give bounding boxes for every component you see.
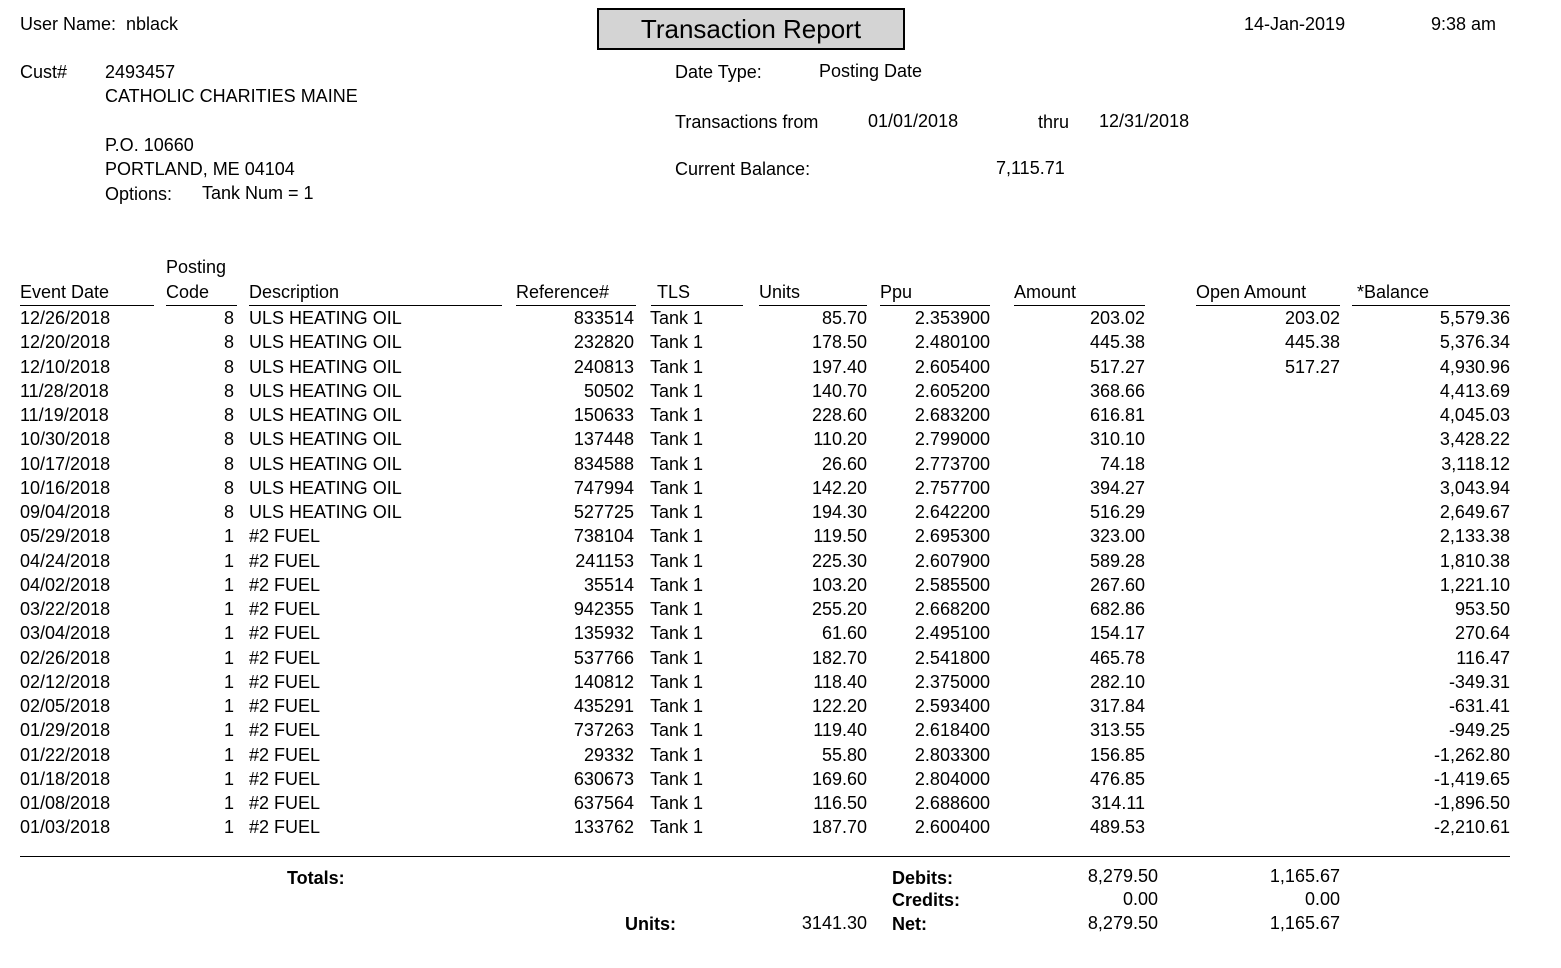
col-open-amount: Open Amount xyxy=(1196,282,1307,302)
cell-amount: 74.18 xyxy=(1099,453,1145,474)
credits-label: Credits: xyxy=(892,890,961,910)
table-row xyxy=(0,476,1561,500)
cell-posting-code: 1 xyxy=(223,599,234,619)
options-label: Options: xyxy=(105,184,173,204)
cell-event-date: 01/22/2018 xyxy=(20,744,111,765)
cell-reference: 240813 xyxy=(573,356,634,377)
col-balance: *Balance xyxy=(1357,282,1430,302)
cell-description: #2 FUEL xyxy=(249,696,321,716)
cell-ppu: 2.375000 xyxy=(914,671,990,692)
cell-description: #2 FUEL xyxy=(249,768,321,789)
cell-reference: 133762 xyxy=(573,817,634,838)
report-time: 9:38 am xyxy=(1431,14,1497,34)
cell-units: 182.70 xyxy=(811,647,867,668)
cell-tls: Tank 1 xyxy=(650,356,704,377)
cell-amount: 368.66 xyxy=(1089,380,1145,401)
cell-reference: 29332 xyxy=(583,744,634,765)
cell-balance: 4,413.69 xyxy=(1439,380,1510,401)
cell-description: #2 FUEL xyxy=(249,671,321,692)
table-row xyxy=(0,815,1561,839)
cell-description: #2 FUEL xyxy=(249,623,321,644)
cell-posting-code: 8 xyxy=(223,332,234,353)
cell-reference: 135932 xyxy=(573,623,634,644)
table-row xyxy=(0,743,1561,767)
table-row xyxy=(0,452,1561,476)
col-description: Description xyxy=(249,282,340,302)
table-row xyxy=(0,597,1561,621)
table-row xyxy=(0,718,1561,742)
table-row xyxy=(0,767,1561,791)
cell-description: #2 FUEL xyxy=(249,817,321,838)
cell-balance: 1,810.38 xyxy=(1439,550,1510,571)
cell-tls: Tank 1 xyxy=(650,768,704,789)
cell-amount: 394.27 xyxy=(1089,477,1145,498)
cell-posting-code: 8 xyxy=(223,429,234,450)
cell-amount: 517.27 xyxy=(1089,356,1145,377)
cell-ppu: 2.642200 xyxy=(914,502,990,522)
cell-tls: Tank 1 xyxy=(650,526,704,547)
cell-balance: -349.31 xyxy=(1448,671,1510,692)
net-label: Net: xyxy=(892,914,927,934)
cell-units: 119.50 xyxy=(813,526,867,547)
cell-reference: 537766 xyxy=(573,647,634,668)
totals-label: Totals: xyxy=(287,868,345,888)
cell-units: 140.70 xyxy=(811,380,867,401)
cell-event-date: 01/03/2018 xyxy=(20,817,111,838)
cell-tls: Tank 1 xyxy=(650,405,704,425)
cell-tls: Tank 1 xyxy=(650,599,704,619)
cell-posting-code: 1 xyxy=(223,647,234,668)
cell-tls: Tank 1 xyxy=(650,308,704,328)
cell-ppu: 2.773700 xyxy=(914,453,990,474)
table-row xyxy=(0,379,1561,403)
report-title: Transaction Report xyxy=(597,8,905,50)
cell-units: 103.20 xyxy=(811,574,867,595)
cell-tls: Tank 1 xyxy=(650,380,704,401)
cell-reference: 834588 xyxy=(573,453,634,474)
cell-units: 228.60 xyxy=(811,405,867,425)
current-balance-label: Current Balance: xyxy=(675,159,811,179)
cell-reference: 737263 xyxy=(573,720,634,741)
cell-posting-code: 8 xyxy=(223,356,234,377)
cell-description: ULS HEATING OIL xyxy=(249,477,402,498)
transactions-table xyxy=(0,306,1561,840)
col-posting-top: Posting xyxy=(166,257,227,277)
table-row xyxy=(0,524,1561,548)
cell-tls: Tank 1 xyxy=(650,671,704,692)
cell-balance: 116.47 xyxy=(1456,647,1510,668)
cell-event-date: 04/24/2018 xyxy=(20,550,111,571)
units-total-label: Units: xyxy=(625,914,676,934)
cell-event-date: 10/17/2018 xyxy=(20,453,111,474)
cell-description: #2 FUEL xyxy=(249,744,321,765)
cell-reference: 637564 xyxy=(573,793,634,813)
cell-ppu: 2.799000 xyxy=(914,429,990,450)
cell-ppu: 2.605400 xyxy=(914,356,990,377)
cell-reference: 747994 xyxy=(573,477,634,498)
cell-ppu: 2.618400 xyxy=(914,720,990,741)
cell-event-date: 12/20/2018 xyxy=(20,332,111,353)
cell-event-date: 02/26/2018 xyxy=(20,647,111,668)
net-amount: 8,279.50 xyxy=(1087,913,1158,933)
cell-balance: 4,930.96 xyxy=(1439,356,1510,377)
cell-reference: 630673 xyxy=(573,768,634,789)
cell-reference: 738104 xyxy=(573,526,634,547)
cell-description: #2 FUEL xyxy=(249,526,321,547)
cell-amount: 476.85 xyxy=(1089,768,1145,789)
cell-amount: 313.55 xyxy=(1089,720,1145,741)
col-posting-code: Code xyxy=(166,282,210,302)
cell-reference: 833514 xyxy=(573,308,634,328)
cell-event-date: 11/19/2018 xyxy=(20,405,109,425)
credits-amount: 0.00 xyxy=(1122,889,1158,909)
cell-units: 116.50 xyxy=(813,793,867,813)
thru-label: thru xyxy=(1038,112,1070,132)
cell-description: #2 FUEL xyxy=(249,574,321,595)
table-row xyxy=(0,427,1561,451)
cell-ppu: 2.495100 xyxy=(914,623,990,644)
cell-reference: 137448 xyxy=(573,429,634,450)
cell-amount: 489.53 xyxy=(1089,817,1145,838)
cell-units: 178.50 xyxy=(811,332,867,353)
cell-posting-code: 1 xyxy=(223,817,234,838)
cell-posting-code: 8 xyxy=(223,453,234,474)
table-row xyxy=(0,573,1561,597)
cust-number: 2493457 xyxy=(105,62,176,82)
cell-event-date: 09/04/2018 xyxy=(20,502,111,522)
cell-reference: 50502 xyxy=(583,380,634,401)
cell-ppu: 2.804000 xyxy=(914,768,990,789)
cell-event-date: 11/28/2018 xyxy=(20,380,109,401)
cell-ppu: 2.607900 xyxy=(914,550,990,571)
cell-balance: -631.41 xyxy=(1448,696,1510,716)
cell-posting-code: 1 xyxy=(223,623,234,644)
cell-posting-code: 1 xyxy=(223,720,234,741)
cell-event-date: 02/05/2018 xyxy=(20,696,111,716)
report-date: 14-Jan-2019 xyxy=(1244,14,1346,34)
cust-address-line2: PORTLAND, ME 04104 xyxy=(105,159,295,179)
cell-posting-code: 1 xyxy=(223,526,234,547)
cell-units: 26.60 xyxy=(821,453,867,474)
table-row xyxy=(0,621,1561,645)
cell-balance: 2,649.67 xyxy=(1439,502,1510,522)
cell-units: 118.40 xyxy=(813,671,867,692)
col-ppu: Ppu xyxy=(880,282,913,302)
cell-tls: Tank 1 xyxy=(650,696,704,716)
cell-balance: -1,262.80 xyxy=(1433,744,1510,765)
cell-posting-code: 8 xyxy=(223,477,234,498)
cell-event-date: 04/02/2018 xyxy=(20,574,111,595)
cell-balance: 3,043.94 xyxy=(1439,477,1510,498)
cell-event-date: 05/29/2018 xyxy=(20,526,111,547)
cell-balance: 3,118.12 xyxy=(1441,453,1510,474)
cell-reference: 435291 xyxy=(573,696,634,716)
cell-amount: 323.00 xyxy=(1089,526,1145,547)
cell-open-amount: 517.27 xyxy=(1284,356,1340,377)
cell-description: #2 FUEL xyxy=(249,720,321,741)
col-units: Units xyxy=(759,282,801,302)
cell-amount: 616.81 xyxy=(1089,405,1145,425)
table-row xyxy=(0,403,1561,427)
transactions-from-date: 01/01/2018 xyxy=(868,111,959,131)
cell-ppu: 2.605200 xyxy=(914,380,990,401)
table-row xyxy=(0,306,1561,330)
table-row xyxy=(0,500,1561,524)
cell-units: 85.70 xyxy=(821,308,867,328)
cust-label: Cust# xyxy=(20,62,68,82)
col-reference: Reference# xyxy=(516,282,610,302)
units-total-value: 3141.30 xyxy=(801,913,867,933)
totals-rule xyxy=(20,856,1510,857)
options-value: Tank Num = 1 xyxy=(202,183,314,203)
cell-ppu: 2.585500 xyxy=(914,574,990,595)
cell-tls: Tank 1 xyxy=(650,744,704,765)
cell-tls: Tank 1 xyxy=(650,477,704,498)
cell-ppu: 2.353900 xyxy=(914,308,990,328)
transactions-from-label: Transactions from xyxy=(675,112,819,132)
cell-open-amount: 445.38 xyxy=(1284,332,1340,353)
cell-reference: 527725 xyxy=(573,502,634,522)
net-open-amount: 1,165.67 xyxy=(1269,913,1340,933)
cell-amount: 589.28 xyxy=(1089,550,1145,571)
cell-ppu: 2.600400 xyxy=(914,817,990,838)
cell-description: #2 FUEL xyxy=(249,793,321,813)
cell-balance: 5,376.34 xyxy=(1439,332,1510,353)
cell-tls: Tank 1 xyxy=(650,720,704,741)
table-row xyxy=(0,549,1561,573)
cell-reference: 942355 xyxy=(573,599,634,619)
col-event-date: Event Date xyxy=(20,282,110,302)
transactions-thru-date: 12/31/2018 xyxy=(1099,111,1190,131)
cell-description: ULS HEATING OIL xyxy=(249,453,402,474)
cell-tls: Tank 1 xyxy=(650,453,704,474)
cell-units: 194.30 xyxy=(811,502,867,522)
cell-units: 142.20 xyxy=(811,477,867,498)
cell-amount: 317.84 xyxy=(1089,696,1145,716)
cell-balance: -1,419.65 xyxy=(1433,768,1510,789)
cell-open-amount: 203.02 xyxy=(1284,308,1340,328)
cell-posting-code: 1 xyxy=(223,744,234,765)
cell-description: ULS HEATING OIL xyxy=(249,356,402,377)
cell-event-date: 01/29/2018 xyxy=(20,720,111,741)
cell-balance: -2,210.61 xyxy=(1433,817,1510,838)
cell-posting-code: 8 xyxy=(223,380,234,401)
cell-amount: 282.10 xyxy=(1089,671,1145,692)
cell-amount: 445.38 xyxy=(1089,332,1145,353)
cell-reference: 35514 xyxy=(583,574,634,595)
cell-amount: 267.60 xyxy=(1089,574,1145,595)
cell-ppu: 2.803300 xyxy=(914,744,990,765)
cell-tls: Tank 1 xyxy=(650,550,704,571)
cell-description: ULS HEATING OIL xyxy=(249,405,402,425)
cell-balance: -949.25 xyxy=(1448,720,1510,741)
cell-units: 61.60 xyxy=(821,623,867,644)
cell-tls: Tank 1 xyxy=(650,647,704,668)
table-row xyxy=(0,646,1561,670)
cell-reference: 150633 xyxy=(573,405,634,425)
cell-amount: 156.85 xyxy=(1089,744,1145,765)
cell-balance: 2,133.38 xyxy=(1439,526,1510,547)
cell-balance: 953.50 xyxy=(1454,599,1510,619)
cell-description: ULS HEATING OIL xyxy=(249,380,402,401)
cell-tls: Tank 1 xyxy=(650,574,704,595)
cell-amount: 154.17 xyxy=(1089,623,1145,644)
cell-posting-code: 1 xyxy=(223,768,234,789)
cell-event-date: 01/18/2018 xyxy=(20,768,111,789)
cell-event-date: 10/30/2018 xyxy=(20,429,111,450)
cell-description: #2 FUEL xyxy=(249,647,321,668)
cell-event-date: 03/04/2018 xyxy=(20,623,111,644)
cell-units: 197.40 xyxy=(811,356,867,377)
cell-balance: 3,428.22 xyxy=(1439,429,1510,450)
cell-ppu: 2.480100 xyxy=(914,332,990,353)
cell-event-date: 12/26/2018 xyxy=(20,308,111,328)
cell-units: 187.70 xyxy=(811,817,867,838)
debits-open-amount: 1,165.67 xyxy=(1269,866,1340,886)
cell-ppu: 2.757700 xyxy=(914,477,990,498)
cell-balance: 5,579.36 xyxy=(1439,308,1510,328)
cell-ppu: 2.688600 xyxy=(914,793,990,813)
date-type-label: Date Type: xyxy=(675,62,762,82)
credits-open-amount: 0.00 xyxy=(1304,889,1340,909)
cell-reference: 232820 xyxy=(573,332,634,353)
cell-units: 255.20 xyxy=(811,599,867,619)
cell-tls: Tank 1 xyxy=(650,429,704,450)
debits-amount: 8,279.50 xyxy=(1087,866,1158,886)
cell-units: 55.80 xyxy=(821,744,867,765)
cell-ppu: 2.593400 xyxy=(914,696,990,716)
col-amount: Amount xyxy=(1014,282,1077,302)
cell-units: 119.40 xyxy=(813,720,867,741)
cust-name: CATHOLIC CHARITIES MAINE xyxy=(105,86,358,106)
cell-event-date: 12/10/2018 xyxy=(20,356,111,377)
cell-ppu: 2.541800 xyxy=(914,647,990,668)
cell-description: #2 FUEL xyxy=(249,599,321,619)
cell-posting-code: 1 xyxy=(223,550,234,571)
debits-label: Debits: xyxy=(892,868,954,888)
cell-posting-code: 8 xyxy=(223,405,234,425)
table-row xyxy=(0,330,1561,354)
cell-tls: Tank 1 xyxy=(650,502,704,522)
cell-event-date: 02/12/2018 xyxy=(20,671,111,692)
cell-amount: 465.78 xyxy=(1089,647,1145,668)
date-type-value: Posting Date xyxy=(819,61,923,81)
cell-ppu: 2.695300 xyxy=(914,526,990,547)
cell-ppu: 2.668200 xyxy=(914,599,990,619)
cell-description: ULS HEATING OIL xyxy=(249,332,402,353)
cell-amount: 682.86 xyxy=(1089,599,1145,619)
cell-amount: 203.02 xyxy=(1089,308,1145,328)
cell-posting-code: 8 xyxy=(223,308,234,328)
table-row xyxy=(0,694,1561,718)
cell-balance: 1,221.10 xyxy=(1439,574,1510,595)
cell-event-date: 03/22/2018 xyxy=(20,599,111,619)
cell-reference: 140812 xyxy=(573,671,634,692)
cell-tls: Tank 1 xyxy=(650,817,704,838)
table-row xyxy=(0,791,1561,815)
cell-balance: -1,896.50 xyxy=(1433,793,1510,813)
cell-amount: 314.11 xyxy=(1091,793,1145,813)
cell-units: 122.20 xyxy=(811,696,867,716)
cell-posting-code: 1 xyxy=(223,574,234,595)
cell-description: ULS HEATING OIL xyxy=(249,308,402,328)
cell-tls: Tank 1 xyxy=(650,332,704,353)
cell-tls: Tank 1 xyxy=(650,623,704,644)
user-name-label: User Name: xyxy=(20,14,117,34)
cell-posting-code: 8 xyxy=(223,502,234,522)
cell-event-date: 10/16/2018 xyxy=(20,477,111,498)
cell-description: ULS HEATING OIL xyxy=(249,429,402,450)
cell-posting-code: 1 xyxy=(223,696,234,716)
user-name-value: nblack xyxy=(126,14,179,34)
table-row xyxy=(0,670,1561,694)
cell-description: ULS HEATING OIL xyxy=(249,502,402,522)
cust-address-line1: P.O. 10660 xyxy=(105,135,194,155)
table-row xyxy=(0,355,1561,379)
cell-posting-code: 1 xyxy=(223,793,234,813)
col-tls: TLS xyxy=(657,282,691,302)
cell-posting-code: 1 xyxy=(223,671,234,692)
cell-event-date: 01/08/2018 xyxy=(20,793,111,813)
cell-tls: Tank 1 xyxy=(650,793,704,813)
cell-reference: 241153 xyxy=(575,550,634,571)
cell-units: 110.20 xyxy=(813,429,867,450)
cell-units: 169.60 xyxy=(811,768,867,789)
cell-amount: 310.10 xyxy=(1089,429,1145,450)
cell-balance: 270.64 xyxy=(1454,623,1510,644)
cell-description: #2 FUEL xyxy=(249,550,321,571)
cell-units: 225.30 xyxy=(811,550,867,571)
cell-balance: 4,045.03 xyxy=(1439,405,1510,425)
cell-ppu: 2.683200 xyxy=(914,405,990,425)
cell-amount: 516.29 xyxy=(1089,502,1145,522)
current-balance-value: 7,115.71 xyxy=(996,158,1065,178)
